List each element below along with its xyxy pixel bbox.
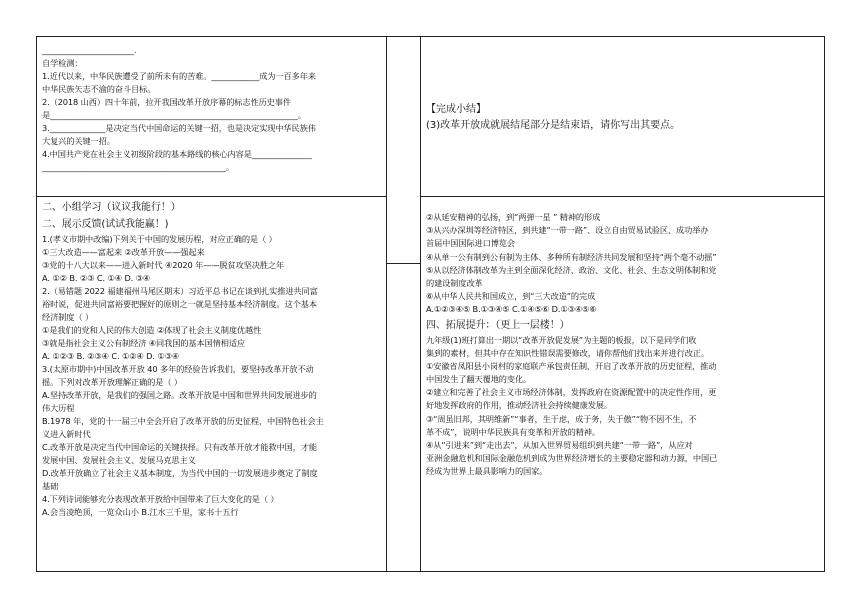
option-line: 的建设制度改革 — [426, 277, 483, 288]
question-line: 1.(孝义市期中改编)下列关于中国的发展历程，对应正确的是（ ） — [42, 234, 277, 244]
option-line: ④从单一公有制到公有制为主体、多种所有制经济共同发展和坚持“两个毫不动摇” — [426, 251, 717, 262]
self-check-line: 2.（2018 山西）四十年前，拉开我国改革开放序幕的标志性历史事件 — [42, 97, 291, 107]
extension-line: ①安徽省凤阳县小岗村的家庭联产承包责任制，开启了改革开放的历史征程，推动 — [426, 360, 717, 371]
extension-line: ②建立和完善了社会主义市场经济体制，发挥政府在资源配置中的决定性作用，更 — [426, 387, 717, 398]
self-check-line: 大复兴的关键一招。 — [42, 136, 115, 146]
option-line: ③从兴办深圳等经济特区，到共建“一带一路”、设立自由贸易试验区、成功举办 — [426, 225, 709, 236]
self-check-line: 1.近代以来，中华民族遭受了前所未有的苦难。____________成为一百多年来 — [42, 71, 316, 81]
question-line: A.坚持改革开放，是我们的强国之路。改革开放是中国和世界共同发展进步的 — [42, 390, 317, 400]
extension-line: ④从“引进来”到“走出去”，从加入世界贸易组织到共建“一带一路”，从应对 — [426, 440, 693, 450]
extension-line: 中国发生了翻天覆地的变化。 — [426, 374, 532, 385]
question-line: A. ①② B. ②③ C. ①④ D. ③④ — [42, 273, 151, 283]
self-check-line: ______________________________________________。 — [42, 162, 234, 172]
extension-line: 亚洲金融危机和国际金融危机到成为世界经济增长的主要稳定器和动力源，中国已 — [426, 453, 718, 464]
question-line: ③就是指社会主义公有制经济 ④同我国的基本国情相适应 — [42, 338, 245, 348]
section-group-study: 二、小组学习（议议我能行！） — [42, 202, 181, 213]
question-line: A. ①②③ B. ②③④ C. ①②④ D. ①③④ — [42, 351, 180, 361]
self-check-line: 4.中国共产党在社会主义初级阶段的基本路线的核心内容是_______________ — [42, 149, 312, 159]
question-line: 伟大历程 — [42, 403, 75, 413]
question-line: 经济制度（ ） — [42, 312, 94, 322]
row-divider-right — [420, 196, 825, 197]
question-line: 3.(太原市期中)中国改革开放 40 多年的经验告诉我们，要坚持改革开放不动 — [42, 364, 314, 374]
summary-question: (3)改革开放成就展结尾部分是结束语，请你写出其要点。 — [426, 120, 681, 131]
left-border — [36, 36, 37, 572]
col-divider-2 — [420, 36, 421, 572]
question-line: 裕时说，促进共同富裕要把握好的原则之一就是坚持基本经济制度。这个基本 — [42, 299, 317, 309]
top-answer-line: _______________________. — [42, 45, 137, 55]
summary-title: 【完成小结】 — [426, 104, 486, 115]
self-check-title: 自学检测： — [42, 58, 83, 68]
bottom-border — [36, 571, 825, 572]
extension-line: ③“周虽旧邦，其明维新”“事者，生于虑，成于务，失于傲”“物不因不生，不 — [426, 413, 697, 424]
question-line: C.改革开放是决定当代中国命运的关键抉择。只有改革开放才能救中国，才能 — [42, 442, 318, 452]
summary-block — [426, 103, 680, 135]
section-extension: 四、拓展提升：（更上一层楼！） — [426, 319, 570, 331]
col-divider-1 — [386, 36, 387, 572]
answer-choices: A.①②③④⑤ B.①③④⑤ C.①④⑤⑥ D.①③④⑤⑥ — [426, 304, 597, 315]
question-line: 摇。下列对改革开放理解正确的是（ ） — [42, 377, 182, 387]
extension-line: 集到的素材，但其中存在知识性错误需要修改，请你帮他们找出来并进行改正。 — [426, 347, 710, 358]
option-line: ②从延安精神的弘扬，到“两弹一星 ” 精神的形成 — [426, 212, 601, 222]
right-border — [824, 36, 825, 572]
question-line: A.会当凌绝顶，一览众山小 B.江水三千里，家书十五行 — [42, 507, 239, 517]
self-check-line: 是______________________________________________________________。 — [42, 110, 306, 120]
extension-line: 好地发挥政府的作用，推动经济社会持续健康发展。 — [426, 400, 613, 411]
practice-block — [42, 199, 324, 519]
row-divider-left — [36, 196, 387, 197]
question-line: 发展中国、发展社会主义、发展马克思主义 — [42, 455, 196, 465]
option-line: ⑤从以经济体制改革为主到全面深化经济、政治、文化、社会、生态文明体制和党 — [426, 264, 717, 275]
question-line: ①三大改造——富起来 ②改革开放——强起来 — [42, 247, 205, 257]
question-line: 基础 — [42, 481, 59, 491]
question-line: 义进入新时代 — [42, 429, 91, 439]
self-check-line: 3.______________是决定当代中国命运的关键一招，也是决定实现中华民族伟 — [42, 123, 316, 133]
self-check-line: 中华民族矢志不渝的奋斗目标。 — [42, 84, 156, 94]
question-line: ③党的十八大以来——进入新时代 ④2020 年——脱贫攻坚决胜之年 — [42, 260, 285, 270]
row-divider-mid — [386, 263, 421, 264]
option-line: ⑥从中华人民共和国成立，到“三大改造”的完成 — [426, 291, 596, 302]
question-line: B.1978 年，党的十一届三中全会开启了改革开放的历史征程，中国特色社会主 — [42, 416, 324, 426]
question-line: ①是我们的党和人民的伟大创造 ②体现了社会主义制度优越性 — [42, 325, 262, 335]
question-line: 2.（易错题 2022 福建福州马尾区期末）习近平总书记在谈到扎实推进共同富 — [42, 286, 318, 296]
top-border — [36, 36, 825, 37]
option-line: 首届中国国际进口博览会 — [426, 238, 515, 249]
question-line: D.改革开放确立了社会主义基本制度，为当代中国的一切发展进步奠定了制度 — [42, 468, 318, 478]
options-block — [426, 211, 717, 479]
extension-line: 革不成”，说明中华民族具有变革和开放的精神。 — [426, 426, 600, 437]
extension-line: 九年级(1)班打算出一期以“改革开放促发展”为主题的板报，以下是同学们收 — [426, 334, 697, 345]
self-check-block — [42, 44, 316, 174]
extension-line: 经成为世界上最具影响力的国家。 — [426, 466, 548, 477]
section-show-feedback: 二、展示反馈(试试我能赢！) — [42, 219, 169, 230]
question-line: 4.下列诗词能够充分表现改革开放给中国带来了巨大变化的是（ ） — [42, 494, 279, 504]
